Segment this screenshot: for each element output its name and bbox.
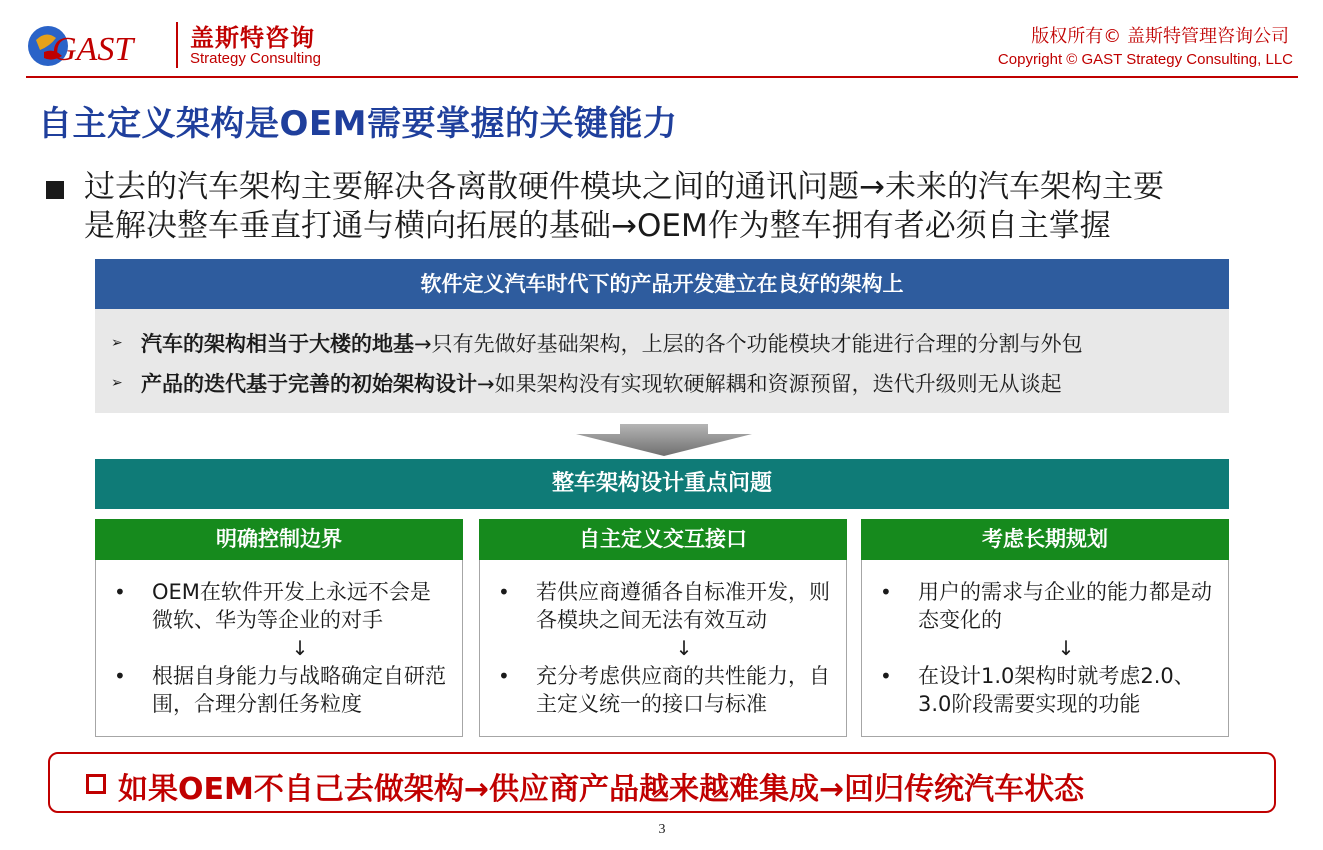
bullet-dot-icon: • xyxy=(880,664,892,688)
column-body xyxy=(95,560,463,737)
column-header: 自主定义交互接口 xyxy=(479,519,847,560)
copyright-chinese: 版权所有© 盖斯特管理咨询公司 xyxy=(1031,26,1289,47)
key-issues-banner: 整车架构设计重点问题 xyxy=(95,459,1229,509)
intro-paragraph xyxy=(84,168,1284,246)
column-header: 考虑长期规划 xyxy=(861,519,1229,560)
point-text: →只有先做好基础架构，上层的各个功能模块才能进行合理的分割与外包 xyxy=(414,332,1083,356)
column-point-text: 根据自身能力与战略确定自研范围，合理分割任务粒度 xyxy=(152,664,446,716)
arrow-bullet-icon: ➢ xyxy=(111,375,123,391)
architecture-points-box xyxy=(95,309,1229,413)
bullet-dot-icon: • xyxy=(880,580,892,604)
conclusion-box xyxy=(48,752,1276,813)
company-logo xyxy=(26,12,326,72)
point-text: →如果架构没有实现软硬解耦和资源预留，迭代升级则无从谈起 xyxy=(477,372,1062,396)
architecture-point xyxy=(111,363,1229,403)
copyright-english: Copyright © GAST Strategy Consulting, LLC xyxy=(997,51,1293,68)
bullet-dot-icon: • xyxy=(114,664,126,688)
point-emphasis: 汽车的架构相当于大楼的地基 xyxy=(141,332,414,356)
column-point xyxy=(880,578,1214,634)
product-development-banner: 软件定义汽车时代下的产品开发建立在良好的架构上 xyxy=(95,259,1229,309)
bullet-dot-icon: • xyxy=(114,580,126,604)
column-control-boundary xyxy=(95,519,463,737)
column-header: 明确控制边界 xyxy=(95,519,463,560)
column-body xyxy=(861,560,1229,737)
logo-english-name: Strategy Consulting xyxy=(190,50,321,67)
hollow-square-icon xyxy=(86,774,106,794)
bullet-dot-icon: • xyxy=(498,580,510,604)
column-point-text: 若供应商遵循各自标准开发，则各模块之间无法有效互动 xyxy=(536,580,830,632)
point-emphasis: 产品的迭代基于完善的初始架构设计 xyxy=(141,372,477,396)
column-point-text: OEM在软件开发上永远不会是微软、华为等企业的对手 xyxy=(152,580,431,632)
column-point-text: 充分考虑供应商的共性能力，自主定义统一的接口与标准 xyxy=(536,664,830,716)
column-point xyxy=(498,578,832,634)
header-divider xyxy=(26,76,1298,78)
down-arrow-icon xyxy=(576,424,752,456)
architecture-point xyxy=(111,323,1229,363)
conclusion-text: 如果OEM不自己去做架构→供应商产品越来越难集成→回归传统汽车状态 xyxy=(118,772,1085,807)
column-point xyxy=(114,662,448,718)
page-number: 3 xyxy=(658,822,666,837)
intro-line-1: 过去的汽车架构主要解决各离散硬件模块之间的通讯问题→未来的汽车架构主要 xyxy=(84,169,1164,205)
intro-line-2: 是解决整车垂直打通与横向拓展的基础→OEM作为整车拥有者必须自主掌握 xyxy=(84,208,1111,244)
logo-mark-text: GAST xyxy=(52,31,134,68)
column-point xyxy=(114,578,448,634)
column-body xyxy=(479,560,847,737)
arrow-bullet-icon: ➢ xyxy=(111,335,123,351)
bullet-dot-icon: • xyxy=(498,664,510,688)
column-long-term-planning xyxy=(861,519,1229,737)
gast-logo-icon xyxy=(26,16,156,72)
down-arrow-glyph: ↓ xyxy=(291,636,309,660)
down-arrow-glyph: ↓ xyxy=(1057,636,1075,660)
slide-title: 自主定义架构是OEM需要掌握的关键能力 xyxy=(38,104,678,144)
column-custom-interface xyxy=(479,519,847,737)
logo-chinese-name: 盖斯特咨询 xyxy=(190,24,315,52)
column-point xyxy=(880,662,1214,718)
column-point-text: 用户的需求与企业的能力都是动态变化的 xyxy=(918,580,1212,632)
square-bullet-icon xyxy=(46,181,64,199)
down-arrow-glyph: ↓ xyxy=(675,636,693,660)
column-point xyxy=(498,662,832,718)
logo-divider xyxy=(176,22,178,68)
column-point-text: 在设计1.0架构时就考虑2.0、3.0阶段需要实现的功能 xyxy=(918,664,1195,716)
